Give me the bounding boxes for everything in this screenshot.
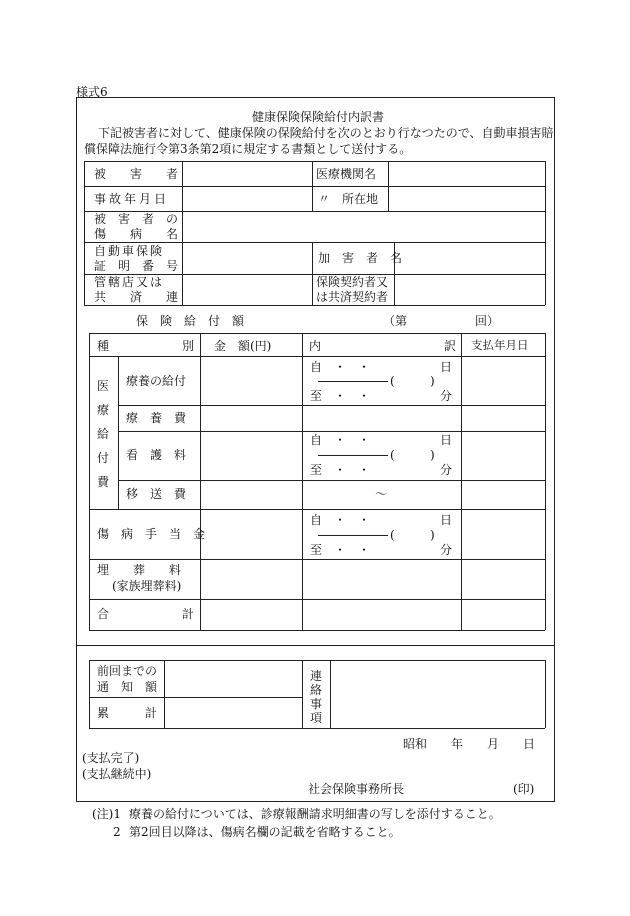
- round-close: 回）: [475, 314, 500, 328]
- col-type-2: 別: [182, 339, 195, 353]
- injury-label-1: 被 害 者 の: [94, 212, 179, 226]
- office-head: 社会保険事務所長: [308, 782, 405, 796]
- note-2-prefix: 2: [113, 825, 121, 839]
- period-minute: 分: [440, 389, 453, 403]
- row-funeral-2: (家族埋葬料): [112, 579, 182, 593]
- col-type-1: 種: [97, 339, 110, 353]
- insurance-label-2: 証 明 番 号: [94, 259, 179, 273]
- branch-label-2: 共 済 連: [94, 290, 179, 304]
- branch-label-1: 管轄店又は: [94, 275, 165, 289]
- contact-char-1: 連: [310, 669, 323, 683]
- period-paren-close: ): [430, 528, 435, 542]
- accident-date-label: 事故年月日: [94, 192, 170, 206]
- intro-line-2: 償保障法施行令第3条第2項に規定する書類として送付する。: [84, 142, 412, 156]
- period-minute: 分: [440, 543, 453, 557]
- period-day: 日: [440, 360, 453, 374]
- period-to: 至 ・ ・: [310, 463, 371, 477]
- col-detail-2: 訳: [444, 339, 457, 353]
- period-from: 自 ・ ・: [310, 513, 371, 527]
- contact-char-3: 事: [310, 697, 323, 711]
- period-paren-close: ): [430, 374, 435, 388]
- row-care-cost: 療 養 費: [126, 411, 187, 425]
- cumulative-label: 累 計: [97, 706, 158, 720]
- period-from: 自 ・ ・: [310, 433, 371, 447]
- col-detail-1: 内: [309, 339, 322, 353]
- insurance-label-1: 自動車保険: [94, 244, 165, 258]
- payment-complete: (支払完了): [82, 751, 140, 765]
- row-total-2: 計: [182, 607, 195, 621]
- institution-label: 医療機関名: [316, 167, 377, 181]
- round-open: （第: [383, 314, 408, 328]
- victim-label: 被 害 者: [94, 167, 179, 181]
- period-to: 至 ・ ・: [310, 543, 371, 557]
- benefit-heading: 保 険 給 付 額: [136, 314, 245, 328]
- row-care-benefit: 療養の給付: [126, 374, 187, 388]
- medical-group-char-5: 費: [97, 475, 110, 489]
- prev-amount-label-1: 前回までの: [97, 664, 158, 678]
- medical-group-char-3: 給: [97, 427, 110, 441]
- period-to: 至 ・ ・: [310, 389, 371, 403]
- period-day: 日: [440, 513, 453, 527]
- row-funeral-1: 埋 葬 料: [97, 563, 182, 577]
- period-paren-open: (: [390, 528, 395, 542]
- period-paren-open: (: [390, 448, 395, 462]
- contractor-label-2: は共済契約者: [316, 290, 389, 304]
- form-number: 様式6: [76, 85, 108, 99]
- col-amount: 金 額(円): [214, 339, 272, 353]
- note-1: 療養の給付については、診療報酬請求明細書の写しを添付すること。: [129, 807, 501, 821]
- note-2: 第2回目以降は、傷病名欄の記載を省略すること。: [129, 825, 401, 839]
- medical-group-char-1: 医: [97, 379, 110, 393]
- contact-char-4: 項: [310, 711, 323, 725]
- section-divider: [76, 645, 555, 646]
- form-title: 健康保険保険給付内訳書: [252, 110, 385, 124]
- col-paydate: 支払年月日: [471, 338, 529, 352]
- row-sickness: 傷 病 手 当 金: [97, 527, 206, 541]
- prev-amount-label-2: 通 知 額: [97, 680, 158, 694]
- row-transport: 移 送 費: [126, 487, 187, 501]
- row-total-1: 合: [97, 607, 110, 621]
- period-paren-open: (: [390, 374, 395, 388]
- perpetrator-label: 加 害 者 名: [318, 251, 403, 265]
- institution-address-label: 〃 所在地: [318, 192, 379, 206]
- period-paren-close: ): [430, 448, 435, 462]
- date-line: 昭和 年 月 日: [403, 737, 536, 751]
- contact-char-2: 絡: [310, 683, 323, 697]
- seal-mark: (印): [513, 782, 535, 796]
- contractor-label-1: 保険契約者又: [316, 275, 389, 289]
- period-from: 自 ・ ・: [310, 360, 371, 374]
- payment-continuing: (支払継続中): [82, 767, 152, 781]
- period-minute: 分: [440, 463, 453, 477]
- intro-line-1: 下記被害者に対して、健康保険の保険給付を次のとおり行なつたので、自動車損害賠: [98, 126, 554, 140]
- row-nursing: 看 護 料: [126, 448, 187, 462]
- medical-group-char-2: 療: [97, 403, 110, 417]
- injury-label-2: 傷 病 名: [94, 227, 179, 241]
- medical-group-char-4: 付: [97, 451, 110, 465]
- transport-tilde: ～: [375, 487, 388, 501]
- period-day: 日: [440, 433, 453, 447]
- note-1-prefix: (注)1: [92, 807, 121, 821]
